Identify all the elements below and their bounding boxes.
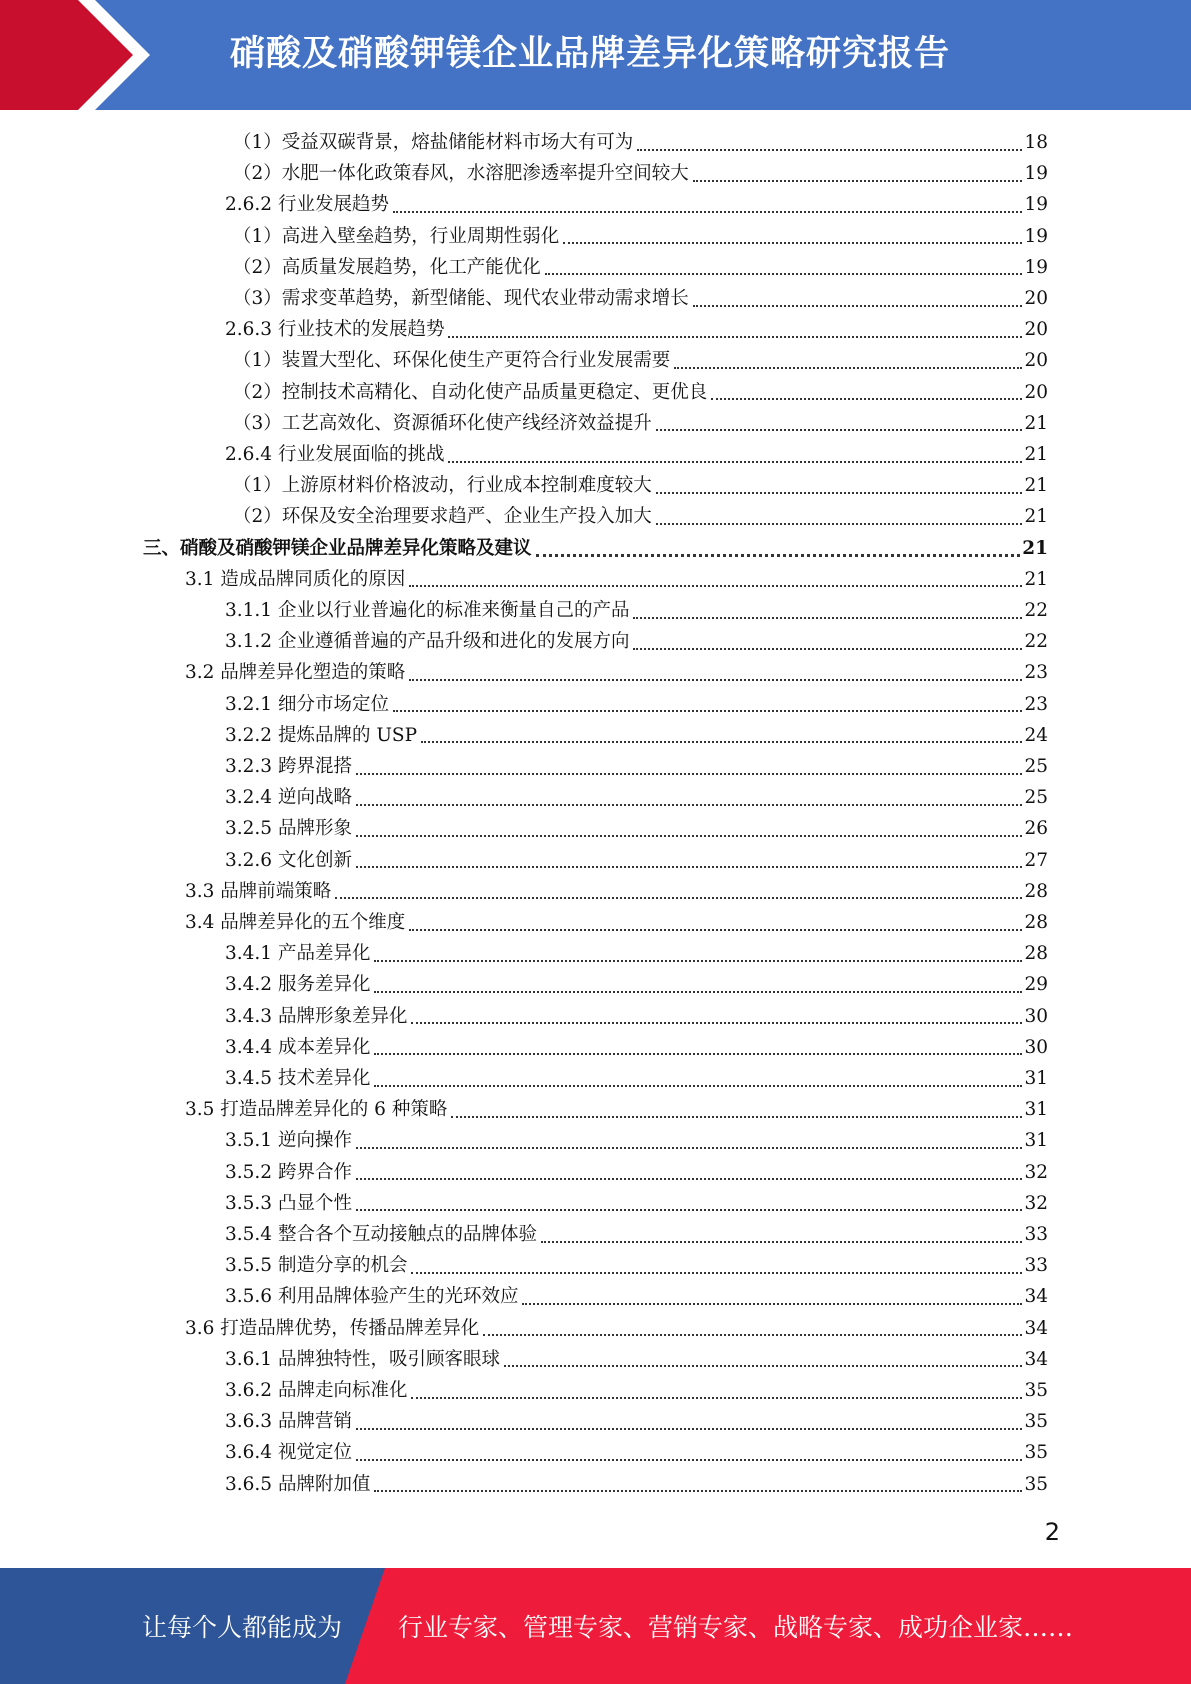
toc-entry[interactable]: [225, 1032, 1048, 1063]
toc-entry-page: 35: [1024, 1411, 1048, 1433]
toc-dot-leader: [409, 585, 1022, 587]
toc-dot-leader: [483, 1334, 1022, 1336]
toc-entry-label: 3.5.1 逆向操作: [225, 1130, 352, 1152]
toc-dot-leader: [411, 1272, 1022, 1274]
toc-entry-label: 3.5.3 凸显个性: [225, 1192, 352, 1214]
toc-entry-label: 2.6.3 行业技术的发展趋势: [225, 319, 445, 341]
toc-dot-leader: [356, 835, 1023, 837]
toc-entry-label: 3.6.5 品牌附加值: [225, 1473, 371, 1495]
toc-entry-label: 3.1.2 企业遵循普遍的产品升级和进化的发展方向: [225, 631, 630, 653]
toc-entry[interactable]: [225, 689, 1048, 720]
toc-entry[interactable]: [233, 377, 1048, 408]
toc-entry-page: 22: [1024, 631, 1048, 653]
toc-entry-page: 28: [1024, 880, 1048, 902]
toc-dot-leader: [374, 1053, 1022, 1055]
toc-entry[interactable]: [225, 1219, 1048, 1250]
toc-entry-page: 34: [1024, 1348, 1048, 1370]
document-title: 硝酸及硝酸钾镁企业品牌差异化策略研究报告: [230, 34, 951, 74]
toc-entry-page: 28: [1024, 943, 1048, 965]
toc-dot-leader: [633, 648, 1022, 650]
toc-entry-page: 23: [1024, 662, 1048, 684]
toc-entry-page: 31: [1024, 1130, 1048, 1152]
toc-dot-leader: [693, 180, 1023, 182]
toc-entry-label: （2）高质量发展趋势，化工产能优化: [233, 256, 541, 278]
toc-dot-leader: [374, 960, 1022, 962]
toc-entry[interactable]: [225, 938, 1048, 969]
toc-entry[interactable]: [225, 1063, 1048, 1094]
toc-dot-leader: [393, 710, 1022, 712]
toc-entry[interactable]: [225, 782, 1048, 813]
toc-dot-leader: [674, 367, 1022, 369]
toc-entry-label: 3.4.5 技术差异化: [225, 1068, 371, 1089]
toc-dot-leader: [409, 929, 1022, 931]
toc-entry-page: 34: [1024, 1317, 1048, 1339]
toc-entry[interactable]: [233, 501, 1048, 532]
toc-entry-page: 33: [1024, 1255, 1048, 1277]
toc-entry-label: （1）上游原材料价格波动，行业成本控制难度较大: [233, 475, 652, 497]
toc-dot-leader: [374, 1490, 1022, 1492]
toc-dot-leader: [656, 523, 1023, 525]
toc-dot-leader: [409, 679, 1022, 681]
toc-entry[interactable]: [225, 1406, 1048, 1437]
toc-dot-leader: [563, 242, 1022, 244]
toc-entry-page: 32: [1024, 1161, 1048, 1183]
toc-entry-label: 3.1 造成品牌同质化的原因: [185, 568, 406, 590]
toc-entry-page: 20: [1024, 288, 1048, 309]
toc-entry[interactable]: [225, 813, 1048, 844]
toc-entry[interactable]: [225, 189, 1048, 220]
toc-entry-label: （1）受益双碳背景，熔盐储能材料市场大有可为: [233, 132, 634, 153]
toc-entry-page: 28: [1024, 912, 1048, 933]
toc-entry-label: 3.4.2 服务差异化: [225, 974, 371, 996]
toc-entry[interactable]: [225, 1437, 1048, 1468]
toc-entry-label: 3.2.3 跨界混搭: [225, 756, 352, 777]
toc-entry-page: 20: [1024, 319, 1048, 341]
toc-dot-leader: [356, 804, 1023, 806]
toc-entry-page: 30: [1024, 1036, 1048, 1058]
toc-entry[interactable]: [185, 907, 1048, 938]
toc-dot-leader: [451, 1116, 1022, 1118]
toc-entry[interactable]: [225, 1281, 1048, 1312]
toc-entry-label: 3.2 品牌差异化塑造的策略: [185, 662, 406, 684]
toc-entry[interactable]: [233, 158, 1048, 189]
toc-dot-leader: [504, 1365, 1022, 1367]
toc-dot-leader: [522, 1303, 1022, 1305]
toc-entry-label: 3.4.3 品牌形象差异化: [225, 1005, 408, 1027]
page-number: 2: [1044, 1518, 1060, 1546]
toc-entry-label: 3.5.2 跨界合作: [225, 1161, 352, 1183]
toc-entry[interactable]: [233, 127, 1048, 158]
toc-dot-leader: [448, 336, 1022, 338]
toc-entry-label: 3.2.1 细分市场定位: [225, 693, 389, 715]
toc-entry-page: 21: [1024, 506, 1048, 528]
toc-entry[interactable]: [185, 564, 1048, 595]
toc-entry-label: （3）需求变革趋势，新型储能、现代农业带动需求增长: [233, 288, 689, 309]
toc-entry-page: 32: [1024, 1192, 1048, 1214]
toc-entry[interactable]: [225, 969, 1048, 1000]
toc-entry[interactable]: [233, 283, 1048, 314]
toc-dot-leader: [633, 617, 1022, 619]
toc-entry-page: 33: [1024, 1224, 1048, 1245]
toc-entry-label: 3.6 打造品牌优势，传播品牌差异化: [185, 1317, 480, 1339]
toc-dot-leader: [411, 1397, 1022, 1399]
toc-entry-page: 20: [1024, 381, 1048, 403]
toc-entry-page: 35: [1024, 1473, 1048, 1495]
toc-entry-label: 3.5.5 制造分享的机会: [225, 1255, 408, 1277]
toc-dot-leader: [656, 429, 1023, 431]
toc-dot-leader: [711, 398, 1022, 400]
toc-dot-leader: [693, 305, 1023, 307]
toc-entry[interactable]: [225, 439, 1048, 470]
toc-entry-page: 21: [1024, 444, 1048, 465]
toc-entry-page: 19: [1024, 225, 1048, 247]
toc-entry-label: （3）工艺高效化、资源循环化使产线经济效益提升: [233, 412, 652, 434]
toc-entry-label: 2.6.4 行业发展面临的挑战: [225, 444, 445, 465]
toc-entry-page: 35: [1024, 1442, 1048, 1464]
toc-entry-label: （1）装置大型化、环保化使生产更符合行业发展需要: [233, 350, 671, 372]
toc-entry[interactable]: [233, 470, 1048, 501]
toc-entry[interactable]: [225, 1344, 1048, 1375]
toc-entry-label: 3.5.4 整合各个互动接触点的品牌体验: [225, 1224, 537, 1245]
toc-entry-label: 3.5.6 利用品牌体验产生的光环效应: [225, 1286, 519, 1308]
toc-entry-page: 19: [1024, 256, 1048, 278]
toc-entry-page: 19: [1024, 194, 1048, 216]
toc-entry-label: 3.5 打造品牌差异化的 6 种策略: [185, 1099, 448, 1121]
header-arrow-decoration: [0, 0, 160, 110]
toc-dot-leader: [356, 773, 1023, 775]
toc-entry-page: 21: [1024, 412, 1048, 434]
toc-entry-label: 三、硝酸及硝酸钾镁企业品牌差异化策略及建议: [143, 537, 532, 559]
toc-entry[interactable]: [225, 1125, 1048, 1156]
toc-entry-page: 35: [1024, 1380, 1048, 1401]
toc-entry[interactable]: [225, 845, 1048, 876]
toc-dot-leader: [356, 866, 1023, 868]
toc-dot-leader: [374, 1085, 1022, 1087]
toc-entry-label: 3.2.5 品牌形象: [225, 818, 352, 840]
toc-entry[interactable]: [185, 657, 1048, 688]
toc-entry[interactable]: [225, 1469, 1048, 1500]
page-footer: [0, 1568, 1191, 1684]
toc-entry-page: 23: [1024, 693, 1048, 715]
toc-dot-leader: [637, 149, 1022, 151]
toc-entry[interactable]: [233, 345, 1048, 376]
toc-dot-leader: [656, 492, 1023, 494]
toc-entry-page: 27: [1024, 849, 1048, 871]
toc-entry-page: 18: [1024, 132, 1048, 153]
toc-dot-leader: [393, 211, 1022, 213]
toc-entry-page: 19: [1024, 163, 1048, 185]
toc-entry-label: 3.6.4 视觉定位: [225, 1442, 352, 1464]
toc-dot-leader: [356, 1147, 1023, 1149]
toc-dot-leader: [545, 273, 1023, 275]
toc-entry-page: 24: [1024, 724, 1048, 746]
toc-entry[interactable]: [225, 1001, 1048, 1032]
toc-entry[interactable]: [225, 1375, 1048, 1406]
toc-entry[interactable]: [185, 876, 1048, 907]
toc-entry-page: 34: [1024, 1286, 1048, 1308]
page-header: [0, 0, 1191, 110]
toc-entry-label: 2.6.2 行业发展趋势: [225, 194, 389, 216]
toc-entry-label: 3.4.4 成本差异化: [225, 1036, 371, 1058]
toc-dot-leader: [374, 991, 1022, 993]
toc-entry[interactable]: [225, 1157, 1048, 1188]
toc-dot-leader: [335, 897, 1022, 899]
toc-entry[interactable]: [225, 626, 1048, 657]
toc-dot-leader: [356, 1209, 1023, 1211]
toc-dot-leader: [421, 741, 1022, 743]
toc-dot-leader: [536, 554, 1021, 557]
toc-entry-page: 21: [1022, 537, 1048, 559]
footer-slogan-left: 让每个人都能成为: [142, 1613, 343, 1642]
toc-dot-leader: [411, 1022, 1022, 1024]
toc-entry-page: 29: [1024, 974, 1048, 996]
toc-entry-page: 31: [1024, 1099, 1048, 1121]
toc-entry[interactable]: [225, 595, 1048, 626]
toc-entry[interactable]: [185, 1094, 1048, 1125]
toc-dot-leader: [356, 1459, 1023, 1461]
toc-entry-label: 3.2.4 逆向战略: [225, 787, 352, 809]
toc-dot-leader: [541, 1241, 1022, 1243]
toc-entry-label: 3.6.2 品牌走向标准化: [225, 1380, 408, 1401]
toc-entry-label: 3.1.1 企业以行业普遍化的标准来衡量自己的产品: [225, 600, 630, 621]
toc-entry-label: 3.2.2 提炼品牌的 USP: [225, 724, 418, 746]
toc-entry[interactable]: [233, 252, 1048, 283]
toc-entry-label: 3.4.1 产品差异化: [225, 943, 371, 965]
toc-entry-page: 21: [1024, 475, 1048, 497]
toc-entry[interactable]: [225, 1188, 1048, 1219]
toc-entry[interactable]: [225, 751, 1048, 782]
toc-entry-label: 3.4 品牌差异化的五个维度: [185, 912, 406, 933]
toc-entry[interactable]: [185, 1313, 1048, 1344]
toc-entry-page: 25: [1024, 787, 1048, 809]
toc-dot-leader: [448, 461, 1022, 463]
toc-entry[interactable]: [143, 533, 1048, 564]
toc-entry[interactable]: [225, 314, 1048, 345]
toc-entry-page: 26: [1024, 818, 1048, 840]
toc-entry-label: 3.6.3 品牌营销: [225, 1411, 352, 1433]
toc-entry-page: 22: [1024, 600, 1048, 621]
toc-entry[interactable]: [233, 408, 1048, 439]
toc-dot-leader: [356, 1178, 1023, 1180]
toc-entry-label: （2）水肥一体化政策春风，水溶肥渗透率提升空间较大: [233, 163, 689, 185]
toc-entry-label: 3.2.6 文化创新: [225, 849, 352, 871]
toc-entry[interactable]: [225, 1250, 1048, 1281]
toc-entry-label: （2）控制技术高精化、自动化使产品质量更稳定、更优良: [233, 381, 708, 403]
toc-entry-label: （2）环保及安全治理要求趋严、企业生产投入加大: [233, 506, 652, 528]
toc-entry-label: 3.3 品牌前端策略: [185, 880, 332, 902]
footer-slogan-right: 行业专家、管理专家、营销专家、战略专家、成功企业家……: [398, 1613, 1074, 1642]
toc-entry-label: （1）高进入壁垒趋势，行业周期性弱化: [233, 225, 560, 247]
toc-dot-leader: [356, 1428, 1023, 1430]
toc-entry-page: 20: [1024, 350, 1048, 372]
toc-entry[interactable]: [233, 221, 1048, 252]
toc-entry-page: 21: [1024, 568, 1048, 590]
toc-entry-label: 3.6.1 品牌独特性，吸引顾客眼球: [225, 1348, 500, 1370]
toc-entry-page: 25: [1024, 756, 1048, 777]
toc-entry[interactable]: [225, 720, 1048, 751]
toc-entry-page: 30: [1024, 1005, 1048, 1027]
toc-entry-page: 31: [1024, 1068, 1048, 1089]
